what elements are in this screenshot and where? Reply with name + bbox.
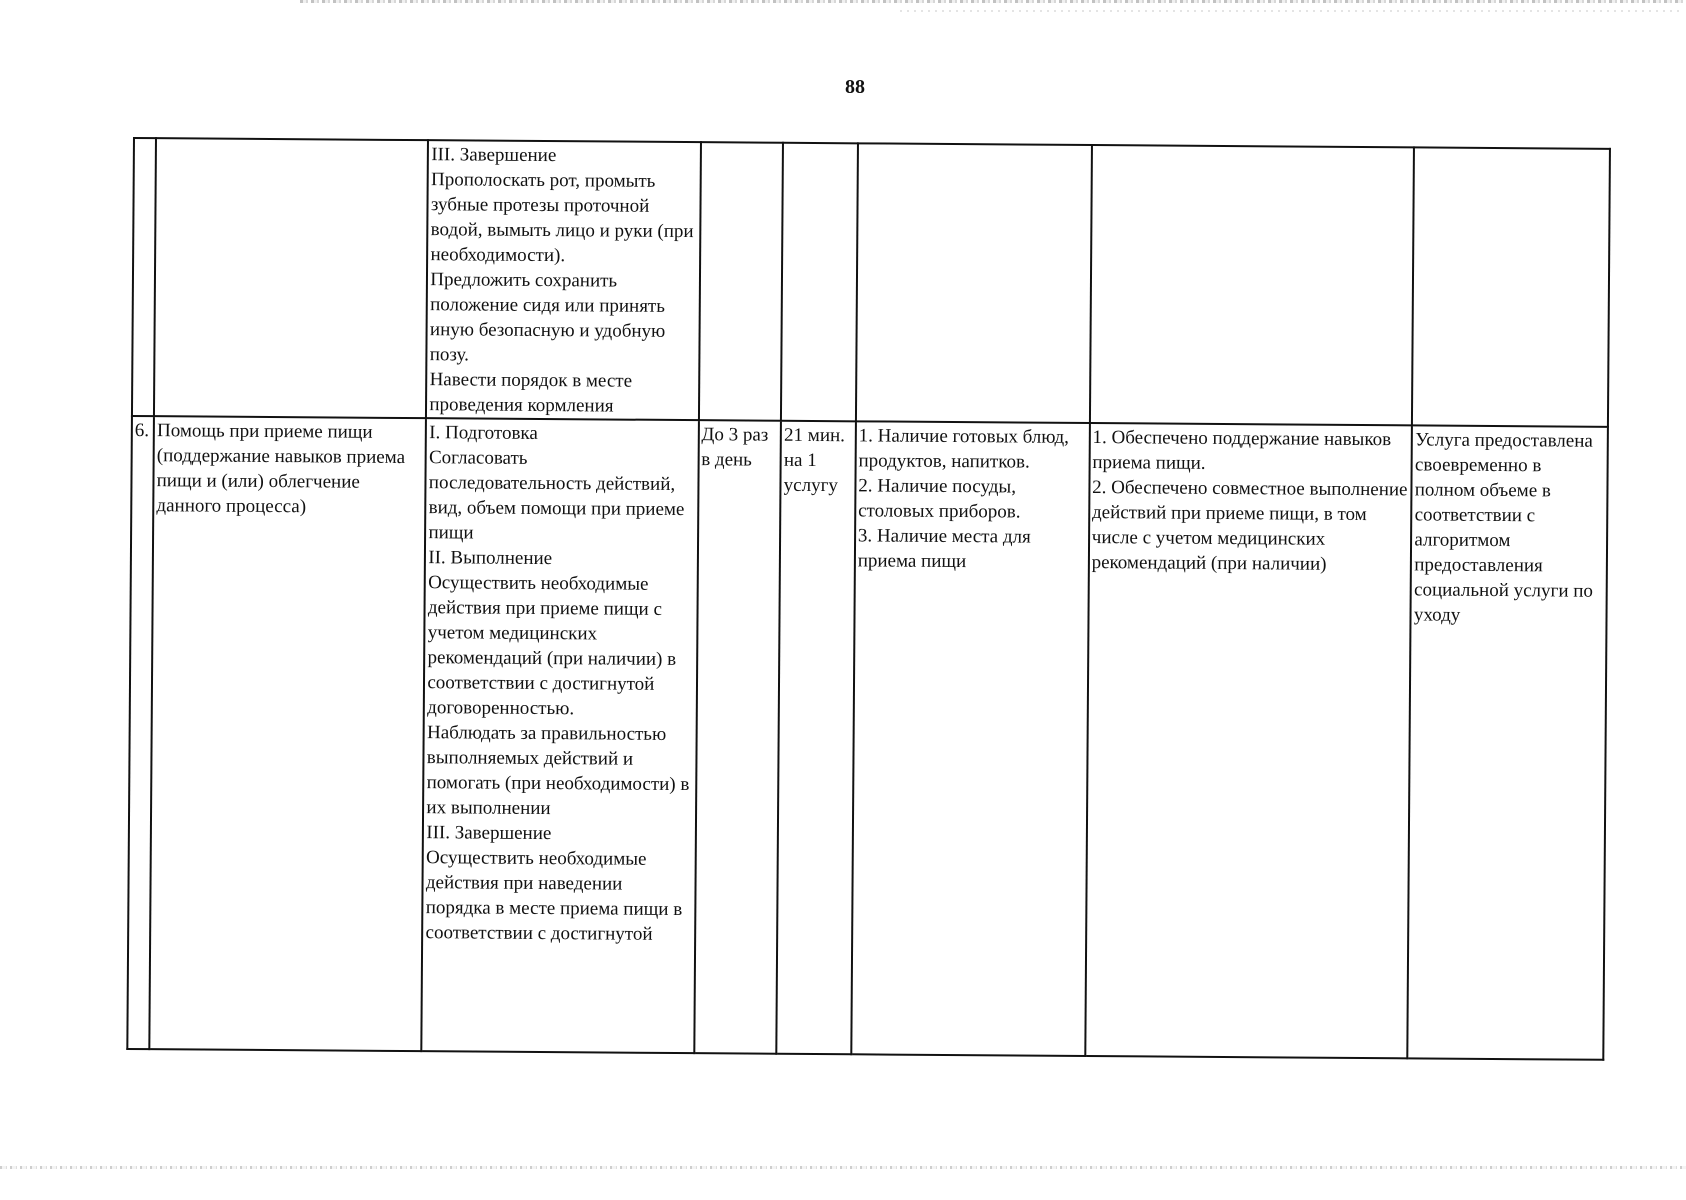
- table-row-service-6: [127, 416, 1608, 1060]
- scan-edge-top-faint: [900, 10, 1680, 12]
- cell-steps: III. Завершение Прополоскать рот, промыть зубные протезы проточной водой, вымыть лицо и руки (при необходимости). Предложить сохранить положение сидя или принять иную безопасную и удобную позу. Навести порядок в месте проведения кормления: [426, 140, 700, 420]
- cell-number: [132, 138, 156, 416]
- cell-service-name: Помощь при приеме пищи (поддержание навыков приема пищи и (или) облегчение данного процесса): [149, 416, 426, 1051]
- scan-edge-top: [300, 0, 1686, 3]
- cell-quality: [1412, 147, 1610, 426]
- table-row-continuation: [132, 138, 1610, 427]
- cell-duration: [781, 143, 858, 422]
- cell-steps: I. Подготовка Согласовать последовательность действий, вид, объем помощи при приеме пищи II. Выполнение Осуществить необходимые действия при приеме пищи с учетом медицинских рекомендаций (при наличии) в соответствии с достигнутой договоренностью. Наблюдать за правильностью выполняемых действий и помогать (при необходимости) в их выполнении III. Завершение Осуществить необходимые действия при наведении порядка в месте приема пищи в соответствии с достигнутой: [422, 418, 699, 1053]
- cell-result: 1. Обеспечено поддержание навыков приема пищи. 2. Обеспечено совместное выполнение действий при приеме пищи, в том числе с учетом медицинских рекомендаций (при наличии): [1085, 423, 1412, 1058]
- scan-edge-bottom: [0, 1166, 1686, 1169]
- page-number: 88: [845, 76, 865, 98]
- cell-result: [1090, 145, 1415, 425]
- cell-number: 6.: [127, 416, 154, 1049]
- cell-quality: Услуга предоставлена своевременно в полном объеме в соответствии с алгоритмом предоставления социальной услуги по уходу: [1408, 425, 1608, 1059]
- service-standard-table: [126, 137, 1611, 1061]
- cell-conditions: 1. Наличие готовых блюд, продуктов, напитков. 2. Наличие посуды, столовых приборов. 3. Наличие места для приема пищи: [851, 421, 1090, 1056]
- cell-service-name: [154, 138, 428, 418]
- cell-duration: 21 мин. на 1 услугу: [777, 421, 856, 1055]
- cell-conditions: [856, 143, 1092, 423]
- cell-frequency: До 3 раз в день: [694, 420, 781, 1054]
- cell-frequency: [699, 142, 784, 421]
